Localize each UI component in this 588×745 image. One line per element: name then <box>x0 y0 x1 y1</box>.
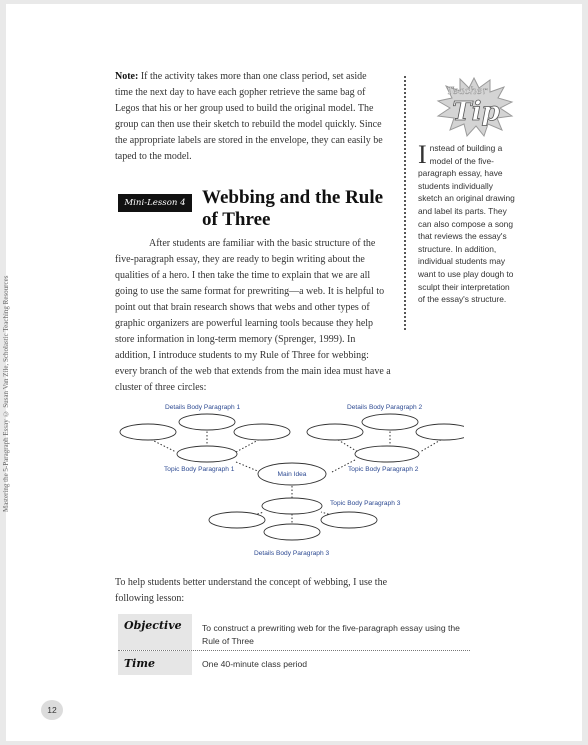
help-text: To help students better understand the concept of webbing, I use the following lesson: <box>115 577 388 604</box>
objective-label: Objective <box>118 614 192 650</box>
tip-divider <box>404 76 406 330</box>
label-details-3: Details Body Paragraph 3 <box>254 550 330 557</box>
mini-lesson-tag: Mini-Lesson 4 <box>118 194 192 212</box>
time-value: One 40-minute class period <box>202 659 308 669</box>
tip-text <box>418 142 518 306</box>
lesson-row-time <box>118 651 470 675</box>
lesson-row-objective <box>118 614 470 651</box>
label-main-idea: Main Idea <box>277 471 307 478</box>
circle-topic-1 <box>177 446 237 462</box>
circle-details-1b <box>179 414 235 430</box>
note-label: Note: <box>115 71 139 82</box>
circle-topic-2 <box>355 446 419 462</box>
circle-details-2c <box>416 424 464 440</box>
web-diagram <box>112 394 464 562</box>
tip-badge-large: Tip <box>452 97 500 127</box>
circle-details-1c <box>234 424 290 440</box>
circle-details-3b <box>264 524 320 540</box>
note-text: If the activity takes more than one class period, set aside time the next day to have each gopher retrieve the same bag of Legos that his or her group used to build the original model. The group can then use their sketch to rebuild the model quickly. Since the appropriate labels are stored in the envelope, they can easily be taped to the model. <box>115 71 383 162</box>
circle-details-2b <box>362 414 418 430</box>
side-credit: Mastering the 5-Paragraph Essay © Susan Van Zile, Scholastic Teaching Resources <box>2 275 10 512</box>
circle-details-1a <box>120 424 176 440</box>
label-details-1: Details Body Paragraph 1 <box>165 404 241 411</box>
label-topic-3: Topic Body Paragraph 3 <box>330 500 401 507</box>
mini-lesson-title: Webbing and the Rule of Three <box>202 187 384 230</box>
note-paragraph <box>115 69 383 165</box>
label-details-2: Details Body Paragraph 2 <box>347 404 423 411</box>
circle-details-3c <box>321 512 377 528</box>
lesson-table <box>118 614 470 675</box>
circle-topic-3 <box>262 498 322 514</box>
body-paragraph: After students are familiar with the basic structure of the five-paragraph essay, they are ready to begin writing about the qualities of a hero. I then take the time to explain that we are all going to use the same format for prewriting—a web. It is helpful to point out that brain research shows that webs and other types of graphic organizers are powerful learning tools because they help store information in long-term memory (Sprenger, 1999). In addition, I introduce students to my Rule of Three for webbing: every branch of the web that extends from the main idea must have a cluster of three circles: <box>115 238 391 393</box>
page-number: 12 <box>41 700 63 720</box>
tip-dropcap: I <box>418 140 427 169</box>
label-topic-1: Topic Body Paragraph 1 <box>164 466 235 473</box>
label-topic-2: Topic Body Paragraph 2 <box>348 466 419 473</box>
teacher-tip-badge <box>434 76 514 138</box>
tip-badge-small: Teacher <box>446 86 488 97</box>
circle-details-3a <box>209 512 265 528</box>
objective-value: To construct a prewriting web for the five-paragraph essay using the Rule of Three <box>202 623 460 646</box>
tip-body: nstead of building a model of the five-paragraph essay, have students individually sketch an original drawing and label its parts. They can also compose a song that reviews the essay's structure. In addition, individual students may want to use play dough to sculpt their interpretation of the essay's structure. <box>418 143 515 305</box>
circle-details-2a <box>307 424 363 440</box>
time-label: Time <box>118 651 192 675</box>
